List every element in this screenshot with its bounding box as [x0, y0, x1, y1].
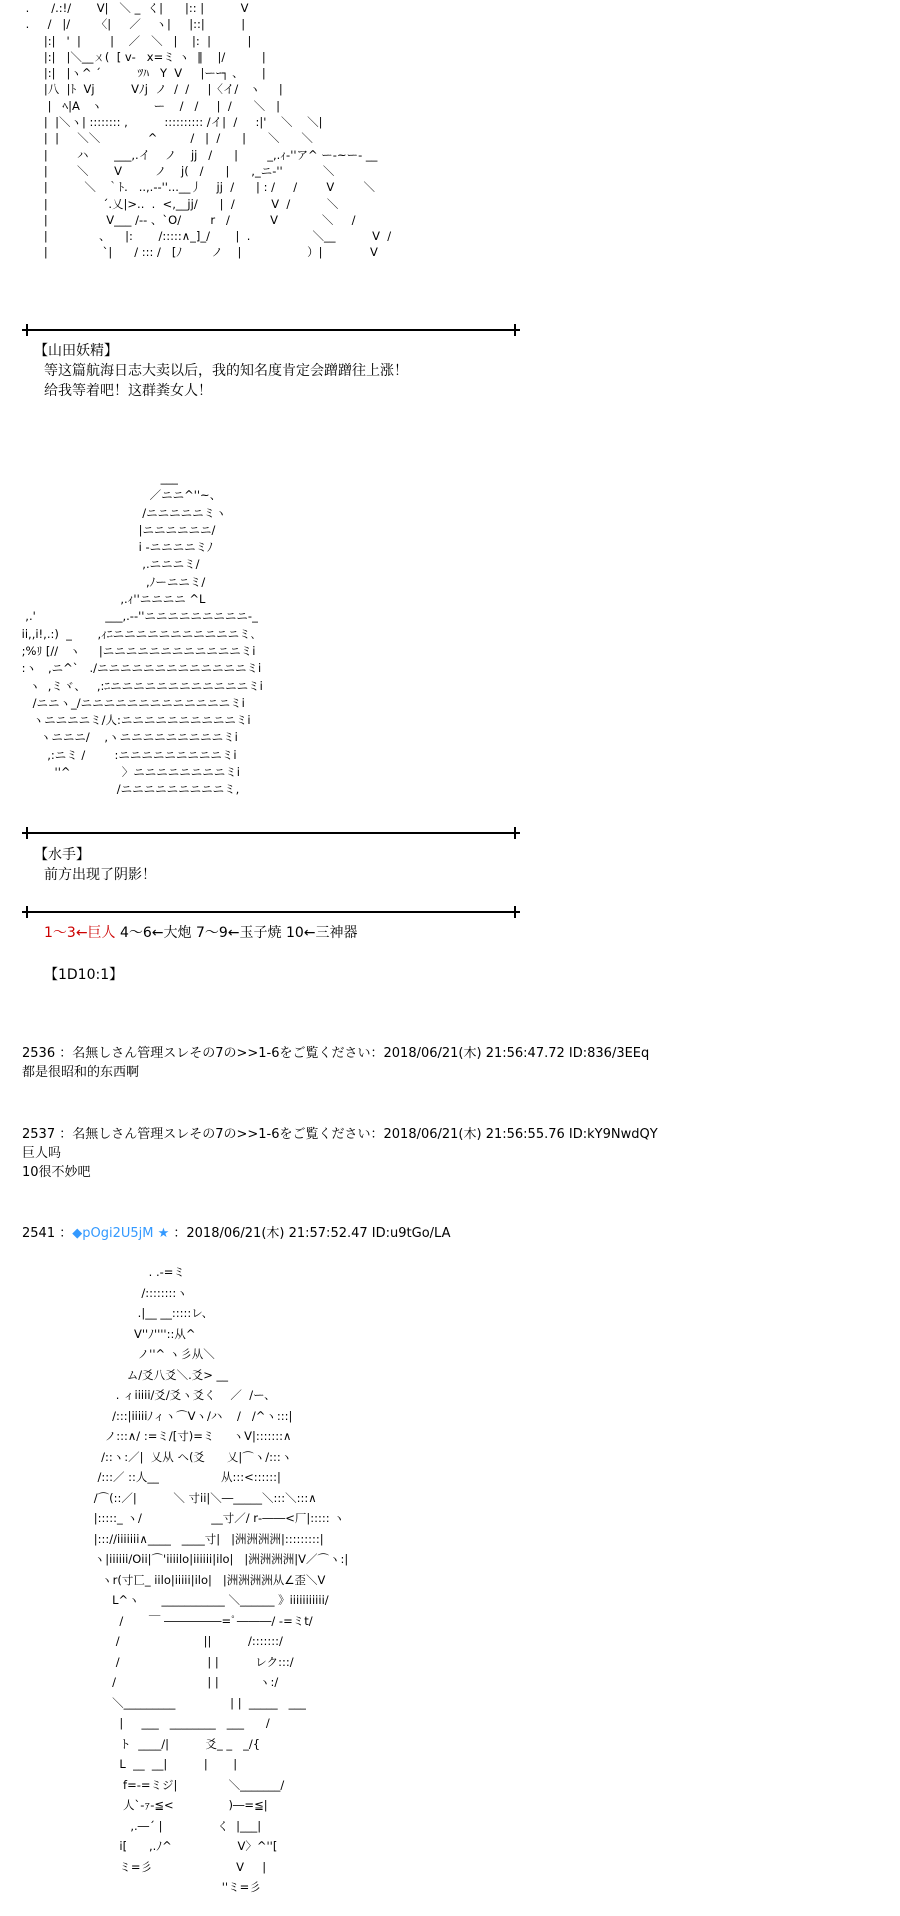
post-2536: [22, 1044, 649, 1082]
tripcode-link[interactable]: ◆pOgi2U5jM: [72, 1226, 154, 1241]
post-number: 2541 ：: [22, 1226, 73, 1241]
post-header: [22, 1224, 450, 1243]
post-2541: [22, 1224, 450, 1243]
divider-rule: [22, 329, 520, 331]
ascii-art-yamada-elf: . /.:!/ V| ＼ _ く| |:: | V . / |/ 〈| ／ ヽ| |::| | |:| ' | | ／ ＼ | |: | | |:| |＼__ㄨ( [ v‐ x=ミ ヽ ‖ |/ | |:| |ヽ^ ´ ﾂﾊ Y V |ーｰ┐ 、 | |八 |ﾄ Vj Vﾉj ノ / / |〈イ/ ヽ | | ﾍ|A ヽ ー / / | / ＼ | | |＼ヽ| :::::::: , :::::::::: /イ| / :|' ＼ ＼| | | ＼＼ ^ / | / | ＼ ＼ | ハ ___,.イ ノ jj / | _,.ｨ‐''ア^ ー‐~ー‐ __ | ＼ V ノ j( / | ,_ニ‐'' ＼ | ＼ ｀ﾄ. ..,.-‐''...__丿 jj / | : / / V ＼ | ´.乂|>.. . <,__jj/ | / V / ＼ | V___ /‐‐ 、`O/ r / V ＼ / | 、 |: /:::::∧_]_/ | . ＼__ V / | `| / ::: / [ﾉ ノ | ）| V: [25, 1, 392, 260]
post-body-line: 都是很昭和的东西啊: [22, 1065, 140, 1080]
post-body-line: 巨人吗: [22, 1146, 62, 1161]
ascii-art-sailor: ___ ／ニニ^''~、 /ニニニニニミヽ |ニニニニニニ/ i -ニニニニミﾉ ,.ニニニミ/ ,ﾉーニニミ/ ,.ｨ''ニニニニ ^L ,.' ___,.-‐''ニニニニニニニニニ‐_ ii,,i!,.:) _ ,ｨﾆニニニニニニニニニニニミ､ ;%ﾘ [// ヽ |ニニニニニニニニニニニニミi :ヽ ,ニ^` ./ニニニニニニニニニニニニニミi ヽ ,ミヾ、 ,:ﾆニニニニニニニニニニニニミi /ニニヽ_/ニニニニニニニニニニニニニミi ヽニニニニミ/人:ニニニニニニニニニニミi ヽニニニ/ ,ヽニニニニニニニニニミi ,:ニミ / :ニニニニニニニニニミi ''^ 〉ニニニニニニニニミi /ニニニニニニニニニミ,: [21, 471, 263, 797]
post-header: 2537 ：名無しさん管理スレその7の>>1-6をご覧ください：2018/06/21(木) 21:56:55.76 ID:kY9NwdQY: [22, 1127, 658, 1142]
choice-giant: 1～3←巨人: [44, 925, 116, 941]
choice-others: 4～6←大炮 7～9←玉子焼 10←三神器: [115, 925, 358, 941]
divider-rule: [22, 832, 520, 834]
post-meta: ：2018/06/21(木) 21:57:52.47 ID:u9tGo/LA: [173, 1226, 451, 1241]
choice-list: [44, 924, 358, 943]
speaker-label-yamada: 【山田妖精】: [34, 343, 118, 359]
divider-rule: [22, 911, 520, 913]
post-2537: [22, 1125, 658, 1182]
star-icon: ★: [157, 1226, 170, 1241]
post-body-line: 10很不妙吧: [22, 1165, 91, 1180]
dialogue-line: 前方出现了阴影！: [44, 867, 156, 883]
dialogue-line: 给我等着吧！这群粪女人！: [44, 383, 212, 399]
ascii-art-giant: . .‐=ミ /::::::::ヽ .|__ __:::::レ、 V''ﾉ''''::从^ ノ''^ ヽ彡从＼ ム/爻八爻＼.爻> __ . ィiiiii/爻/爻ヽ爻く ／ /ー、 /:::|iiiiiﾉィヽ⌒Vヽ/ハ / /^ヽ:::| ノ:::∧/ :=ミ/[寸)=ミ ヽV|:::::::∧ /::ヽ:／| 乂从 ヘ(爻 乂|⌒ヽ/:::ヽ /:::／ ::人__ 从:::<::::::| /⌒(::／| ＼ 寸ii|＼―_____＼:::＼:::∧ |:::::_ ヽ/ __寸／/ r‐――<厂|::::: ヽ |::://iiiiiii∧____ ____寸| |洲洲洲洲|:::::::::| ヽ|iiiiii/Oii|⌒'iiiilo|iiiiii|ilo| |洲洲洲洲|V／⌒ヽ:| ヽr(寸匸_ iilo|iiiii|ilo| |洲洲洲洲从∠歪＼V L^ヽ ___________ ＼______ 》iiiiiiiiiii/ / ￣ ―――――=ﾟ―――/ ‐=ミt/ / || /:::::::/ / | | レク:::/ / | | ヽ:/ ＼_________ | | _____ ___ | ___ ________ ___ / ト ____/| 爻_ _ _/{ L __ __| | | f=‐=ミジ| ＼_______/ 人`‐ｧ‐≦< )―=≦| ,.―´ | く |___| i[ ,.ﾉ^ V〉^''[ ミ=彡 V | ''ミ=彡: [93, 1265, 349, 1894]
speaker-label-sailor: 【水手】: [34, 847, 90, 863]
dice-result: 【1D10:1】: [44, 967, 124, 983]
post-header: 2536 ：名無しさん管理スレその7の>>1-6をご覧ください：2018/06/21(木) 21:56:47.72 ID:836/3EEq: [22, 1046, 650, 1061]
dialogue-line: 等这篇航海日志大卖以后，我的知名度肯定会蹭蹭往上涨！: [44, 363, 408, 379]
